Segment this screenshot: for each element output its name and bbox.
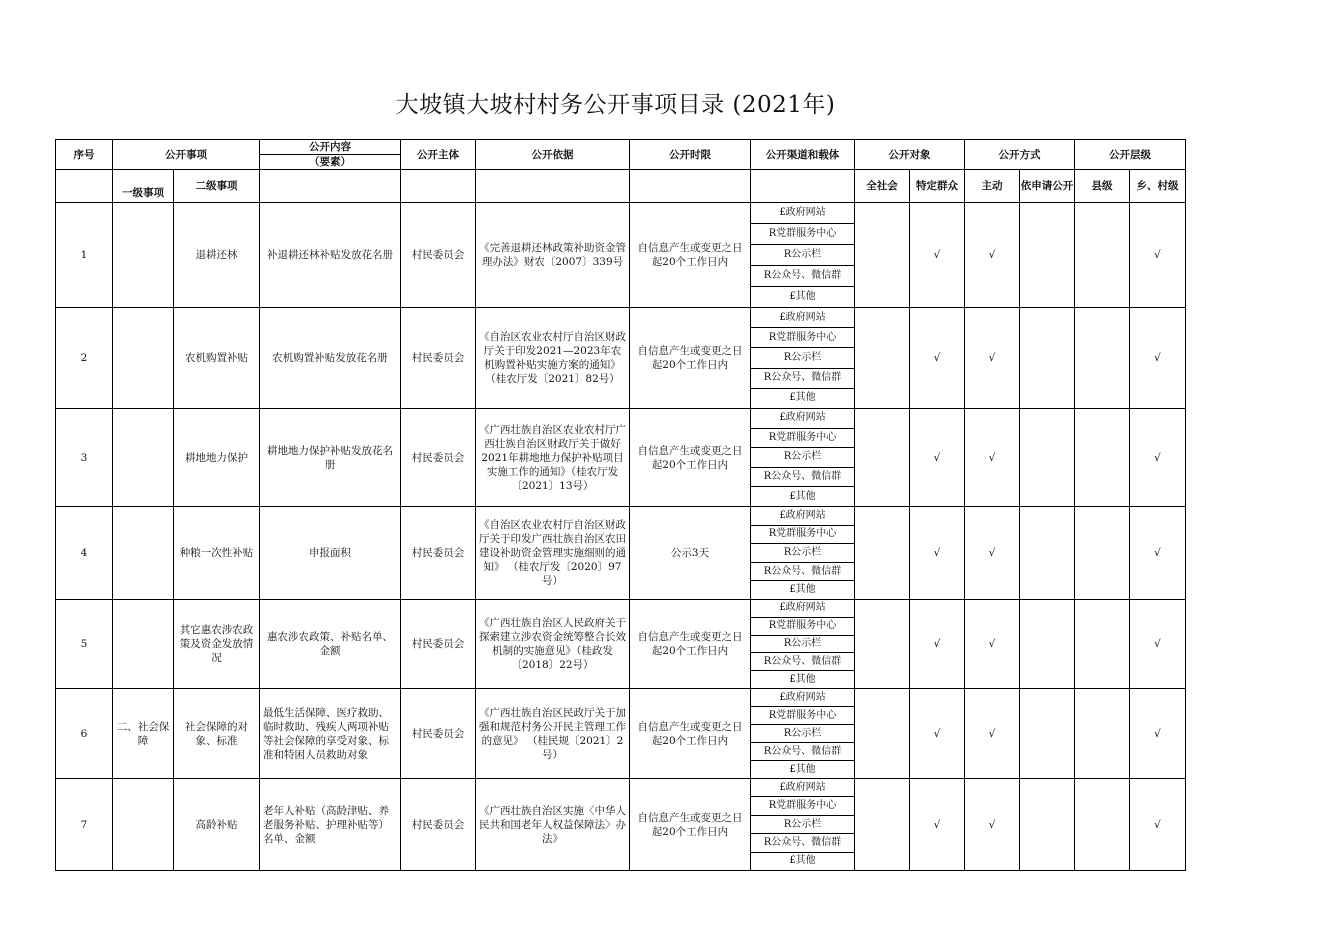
row-active-text: √ bbox=[988, 727, 996, 740]
header-subject: 公开主体 bbox=[401, 140, 476, 170]
header-time-limit: 公开时限 bbox=[630, 140, 751, 170]
row-content bbox=[260, 600, 401, 689]
header-channel-blank bbox=[751, 170, 855, 203]
row-county bbox=[1075, 409, 1130, 507]
row-township bbox=[1130, 507, 1186, 600]
channel-item: £其他 bbox=[789, 490, 816, 502]
row-all-society bbox=[855, 409, 910, 507]
row-township-text: √ bbox=[1154, 727, 1161, 740]
row-specific bbox=[910, 689, 965, 779]
header-row-sub bbox=[56, 170, 1186, 203]
row-time-limit bbox=[630, 409, 751, 507]
row-level2 bbox=[174, 689, 260, 779]
row-level2-text: 高龄补贴 bbox=[195, 818, 238, 831]
row-level1 bbox=[113, 689, 174, 779]
row-seq-text: 5 bbox=[80, 638, 88, 650]
header-method: 公开方式 bbox=[965, 140, 1075, 170]
row-specific-text: √ bbox=[933, 249, 941, 261]
row-time-limit bbox=[630, 689, 751, 779]
row-basis bbox=[476, 409, 630, 507]
channel-item: R公众号、微信群 bbox=[751, 743, 854, 761]
row-all-society bbox=[855, 308, 910, 409]
table-row bbox=[56, 507, 1186, 600]
row-basis-text: 《广西壮族自治区农业农村厅广西壮族自治区财政厅关于做好2021年耕地地力保护补贴项目实施工作的通知》（桂农厅发〔2021〕13号） bbox=[479, 423, 626, 492]
row-township bbox=[1130, 779, 1186, 871]
row-township-text: √ bbox=[1154, 249, 1161, 261]
header-content-line2: （要素） bbox=[309, 156, 351, 168]
row-county bbox=[1075, 507, 1130, 600]
table-row bbox=[56, 600, 1186, 689]
row-township bbox=[1130, 600, 1186, 689]
channel-item: £其他 bbox=[789, 392, 816, 404]
row-time-limit-text: 公示3天 bbox=[670, 547, 710, 559]
channel-item: £政府网站 bbox=[751, 203, 854, 224]
header-level2: 二级事项 bbox=[174, 170, 260, 203]
channel-item: R公众号、微信群 bbox=[751, 369, 854, 389]
channel-item: £其他 bbox=[789, 673, 816, 685]
row-active-text: √ bbox=[988, 249, 996, 261]
header-content-blank bbox=[260, 170, 401, 203]
row-level2 bbox=[174, 308, 260, 409]
row-township bbox=[1130, 308, 1186, 409]
row-on-request bbox=[1020, 409, 1075, 507]
row-specific bbox=[910, 779, 965, 871]
row-basis-text: 《完善退耕还林政策补助资金管理办法》财农〔2007〕339号 bbox=[479, 242, 626, 268]
row-content-text: 老年人补贴（高龄津贴、养老服务补贴、护理补贴等）名单、金额 bbox=[263, 804, 389, 845]
channel-item: R党群服务中心 bbox=[751, 328, 854, 348]
row-active-text: √ bbox=[988, 451, 996, 464]
row-content-text: 最低生活保障、医疗救助、临时救助、残疾人两项补贴等社会保障的享受对象、标准和特困人员救助对象 bbox=[263, 706, 389, 761]
channel-item: £政府网站 bbox=[751, 308, 854, 328]
row-all-society bbox=[855, 779, 910, 871]
row-content bbox=[260, 507, 401, 600]
channel-item: R公众号、微信群 bbox=[751, 563, 854, 582]
row-level2-text: 耕地地力保护 bbox=[185, 451, 248, 464]
row-specific-text: √ bbox=[933, 818, 941, 831]
row-channels bbox=[751, 308, 855, 409]
row-seq-text: 2 bbox=[80, 352, 88, 364]
row-subject bbox=[401, 600, 476, 689]
channel-item: R公示栏 bbox=[751, 816, 854, 834]
row-channels bbox=[751, 203, 855, 308]
row-subject-text: 村民委员会 bbox=[411, 249, 465, 261]
row-level2-text: 其它惠农涉农政策及资金发放情况 bbox=[179, 624, 254, 664]
row-seq bbox=[56, 308, 113, 409]
row-time-limit-text: 自信息产生或变更之日起20个工作日内 bbox=[637, 631, 743, 657]
header-content bbox=[260, 140, 401, 170]
row-time-limit bbox=[630, 600, 751, 689]
row-active bbox=[965, 409, 1020, 507]
row-active-text: √ bbox=[988, 547, 996, 559]
row-level2 bbox=[174, 203, 260, 308]
channel-item: £政府网站 bbox=[751, 689, 854, 707]
row-level2 bbox=[174, 779, 260, 871]
row-specific bbox=[910, 308, 965, 409]
table-row bbox=[56, 779, 1186, 871]
row-basis bbox=[476, 308, 630, 409]
row-active bbox=[965, 600, 1020, 689]
row-specific-text: √ bbox=[933, 727, 941, 740]
row-time-limit-text: 自信息产生或变更之日起20个工作日内 bbox=[637, 242, 743, 268]
channel-item: £政府网站 bbox=[751, 779, 854, 797]
row-basis bbox=[476, 689, 630, 779]
row-active-text: √ bbox=[988, 818, 996, 831]
row-subject bbox=[401, 308, 476, 409]
row-subject bbox=[401, 689, 476, 779]
header-seq: 序号 bbox=[56, 140, 113, 170]
header-seq-blank bbox=[56, 170, 113, 203]
channel-item: R党群服务中心 bbox=[751, 797, 854, 815]
row-county bbox=[1075, 779, 1130, 871]
row-basis-text: 《自治区农业农村厅自治区财政厅关于印发广西壮族自治区农田建设补助资金管理实施细则的通知》 （桂农厅发〔2020〕97号） bbox=[479, 519, 626, 587]
channel-item: R公众号、微信群 bbox=[751, 834, 854, 852]
row-content-text: 耕地地力保护补贴发放花名册 bbox=[267, 444, 393, 471]
header-specific: 特定群众 bbox=[910, 170, 965, 203]
row-specific bbox=[910, 203, 965, 308]
channel-item: R党群服务中心 bbox=[751, 526, 854, 545]
row-time-limit bbox=[630, 507, 751, 600]
row-basis-text: 《广西壮族自治区人民政府关于探索建立涉农资金统筹整合长效机制的实施意见》（桂政发〔2018〕22号） bbox=[479, 617, 626, 671]
header-level1: 一级事项 bbox=[113, 170, 174, 203]
header-target: 公开对象 bbox=[855, 140, 965, 170]
row-content bbox=[260, 409, 401, 507]
row-content bbox=[260, 308, 401, 409]
row-all-society bbox=[855, 203, 910, 308]
row-level1-text: 二、社会保障 bbox=[116, 720, 170, 747]
disclosure-table bbox=[55, 139, 1186, 871]
channel-item: R公众号、微信群 bbox=[751, 468, 854, 488]
row-on-request bbox=[1020, 203, 1075, 308]
row-township-text: √ bbox=[1154, 818, 1161, 831]
row-seq bbox=[56, 507, 113, 600]
row-seq bbox=[56, 600, 113, 689]
row-subject bbox=[401, 409, 476, 507]
row-county bbox=[1075, 600, 1130, 689]
row-county bbox=[1075, 203, 1130, 308]
row-channels bbox=[751, 689, 855, 779]
row-seq-text: 4 bbox=[80, 547, 88, 559]
header-level: 公开层级 bbox=[1075, 140, 1186, 170]
row-subject-text: 村民委员会 bbox=[411, 818, 465, 831]
row-basis bbox=[476, 203, 630, 308]
row-seq-text: 3 bbox=[80, 451, 88, 464]
table-row bbox=[56, 409, 1186, 507]
row-time-limit bbox=[630, 203, 751, 308]
row-subject-text: 村民委员会 bbox=[411, 352, 465, 364]
row-time-limit bbox=[630, 308, 751, 409]
row-channels bbox=[751, 409, 855, 507]
row-all-society bbox=[855, 600, 910, 689]
row-channels bbox=[751, 507, 855, 600]
row-specific-text: √ bbox=[933, 352, 941, 364]
row-subject-text: 村民委员会 bbox=[411, 727, 465, 740]
channel-item: £政府网站 bbox=[751, 507, 854, 526]
row-township-text: √ bbox=[1154, 451, 1161, 464]
row-basis-text: 《广西壮族自治区实施〈中华人民共和国老年人权益保障法〉办法》 bbox=[479, 804, 626, 845]
channel-item: £政府网站 bbox=[751, 409, 854, 429]
row-county bbox=[1075, 689, 1130, 779]
row-channels bbox=[751, 600, 855, 689]
channel-item: R公众号、微信群 bbox=[751, 266, 854, 287]
row-seq bbox=[56, 203, 113, 308]
row-active bbox=[965, 308, 1020, 409]
row-all-society bbox=[855, 689, 910, 779]
row-active bbox=[965, 203, 1020, 308]
header-basis-blank bbox=[476, 170, 630, 203]
row-basis-text: 《广西壮族自治区民政厅关于加强和规范村务公开民主管理工作的意见》 （桂民规〔2021〕2号） bbox=[479, 706, 626, 761]
row-seq bbox=[56, 409, 113, 507]
row-specific bbox=[910, 600, 965, 689]
row-content-text: 惠农涉农政策、补贴名单、金额 bbox=[267, 631, 393, 657]
header-row-top bbox=[56, 140, 1186, 170]
row-content-text: 农机购置补贴发放花名册 bbox=[272, 352, 388, 364]
row-time-limit bbox=[630, 779, 751, 871]
channel-item: £其他 bbox=[789, 855, 816, 867]
row-on-request bbox=[1020, 779, 1075, 871]
row-seq bbox=[56, 779, 113, 871]
row-time-limit-text: 自信息产生或变更之日起20个工作日内 bbox=[637, 811, 743, 838]
channel-item: R公示栏 bbox=[751, 725, 854, 743]
row-township bbox=[1130, 203, 1186, 308]
channel-item: R公示栏 bbox=[751, 636, 854, 654]
table-row bbox=[56, 689, 1186, 779]
row-specific-text: √ bbox=[933, 547, 941, 559]
row-on-request bbox=[1020, 689, 1075, 779]
row-subject bbox=[401, 203, 476, 308]
header-on-request: 依申请公开 bbox=[1020, 170, 1075, 203]
row-specific bbox=[910, 409, 965, 507]
page-title: 大坡镇大坡村村务公开事项目录 (2021年) bbox=[395, 92, 836, 118]
channel-item: R党群服务中心 bbox=[751, 618, 854, 636]
row-township-text: √ bbox=[1154, 638, 1161, 650]
row-on-request bbox=[1020, 507, 1075, 600]
row-subject-text: 村民委员会 bbox=[411, 638, 465, 650]
row-time-limit-text: 自信息产生或变更之日起20个工作日内 bbox=[637, 720, 743, 747]
row-specific-text: √ bbox=[933, 451, 941, 464]
header-county: 县级 bbox=[1075, 170, 1130, 203]
table-body bbox=[56, 203, 1186, 871]
row-seq-text: 7 bbox=[80, 818, 88, 831]
row-time-limit-text: 自信息产生或变更之日起20个工作日内 bbox=[637, 345, 743, 371]
channel-item: R党群服务中心 bbox=[751, 707, 854, 725]
header-township: 乡、村级 bbox=[1130, 170, 1186, 203]
header-matter: 公开事项 bbox=[113, 140, 260, 170]
channel-item: R公示栏 bbox=[751, 245, 854, 266]
channel-item: R公示栏 bbox=[751, 348, 854, 368]
row-basis bbox=[476, 779, 630, 871]
channel-item: £其他 bbox=[789, 763, 816, 775]
row-basis bbox=[476, 507, 630, 600]
channel-item: £其他 bbox=[789, 584, 816, 596]
row-all-society bbox=[855, 507, 910, 600]
row-basis-text: 《自治区农业农村厅自治区财政厅关于印发2021—2023年农机购置补贴实施方案的通知》 （桂农厅发〔2021〕82号） bbox=[479, 331, 626, 385]
row-specific-text: √ bbox=[933, 638, 941, 650]
row-on-request bbox=[1020, 600, 1075, 689]
row-seq-text: 6 bbox=[80, 727, 88, 740]
row-level1 bbox=[113, 308, 174, 409]
row-content bbox=[260, 779, 401, 871]
row-subject-text: 村民委员会 bbox=[411, 451, 465, 464]
header-subject-blank bbox=[401, 170, 476, 203]
row-content-text: 补退耕还林补贴发放花名册 bbox=[267, 249, 393, 261]
channel-item: R公众号、微信群 bbox=[751, 653, 854, 671]
row-level1 bbox=[113, 203, 174, 308]
row-level2-text: 农机购置补贴 bbox=[185, 352, 248, 364]
row-level2 bbox=[174, 507, 260, 600]
row-basis bbox=[476, 600, 630, 689]
row-active-text: √ bbox=[988, 638, 996, 650]
table-row bbox=[56, 308, 1186, 409]
row-township bbox=[1130, 689, 1186, 779]
header-content-line1: 公开内容 bbox=[260, 140, 400, 155]
header-all-society: 全社会 bbox=[855, 170, 910, 203]
row-level2-text: 社会保障的对象、标准 bbox=[185, 720, 248, 747]
row-seq-text: 1 bbox=[80, 249, 88, 261]
header-active: 主动 bbox=[965, 170, 1020, 203]
row-level1 bbox=[113, 600, 174, 689]
channel-item: £其他 bbox=[789, 291, 816, 302]
channel-item: £政府网站 bbox=[751, 600, 854, 618]
channel-item: R公示栏 bbox=[751, 544, 854, 563]
row-subject-text: 村民委员会 bbox=[411, 547, 465, 559]
row-active-text: √ bbox=[988, 352, 996, 364]
row-county bbox=[1075, 308, 1130, 409]
header-channel: 公开渠道和载体 bbox=[751, 140, 855, 170]
row-channels bbox=[751, 779, 855, 871]
row-active bbox=[965, 507, 1020, 600]
row-content-text: 申报面积 bbox=[309, 547, 351, 559]
table-row bbox=[56, 203, 1186, 308]
row-subject bbox=[401, 779, 476, 871]
header-basis: 公开依据 bbox=[476, 140, 630, 170]
row-level2-text: 种粮一次性补贴 bbox=[179, 547, 254, 559]
row-content bbox=[260, 203, 401, 308]
row-subject bbox=[401, 507, 476, 600]
row-active bbox=[965, 689, 1020, 779]
row-active bbox=[965, 779, 1020, 871]
channel-item: R公示栏 bbox=[751, 448, 854, 468]
header-time-blank bbox=[630, 170, 751, 203]
channel-item: R党群服务中心 bbox=[751, 224, 854, 245]
row-level1 bbox=[113, 507, 174, 600]
row-township bbox=[1130, 409, 1186, 507]
row-level2-text: 退耕还林 bbox=[195, 249, 238, 261]
row-time-limit-text: 自信息产生或变更之日起20个工作日内 bbox=[637, 444, 743, 471]
row-township-text: √ bbox=[1154, 352, 1161, 364]
row-township-text: √ bbox=[1154, 547, 1161, 559]
row-level1 bbox=[113, 409, 174, 507]
row-content bbox=[260, 689, 401, 779]
row-level2 bbox=[174, 409, 260, 507]
channel-item: R党群服务中心 bbox=[751, 429, 854, 449]
row-on-request bbox=[1020, 308, 1075, 409]
row-level1 bbox=[113, 779, 174, 871]
row-specific bbox=[910, 507, 965, 600]
row-seq bbox=[56, 689, 113, 779]
row-level2 bbox=[174, 600, 260, 689]
